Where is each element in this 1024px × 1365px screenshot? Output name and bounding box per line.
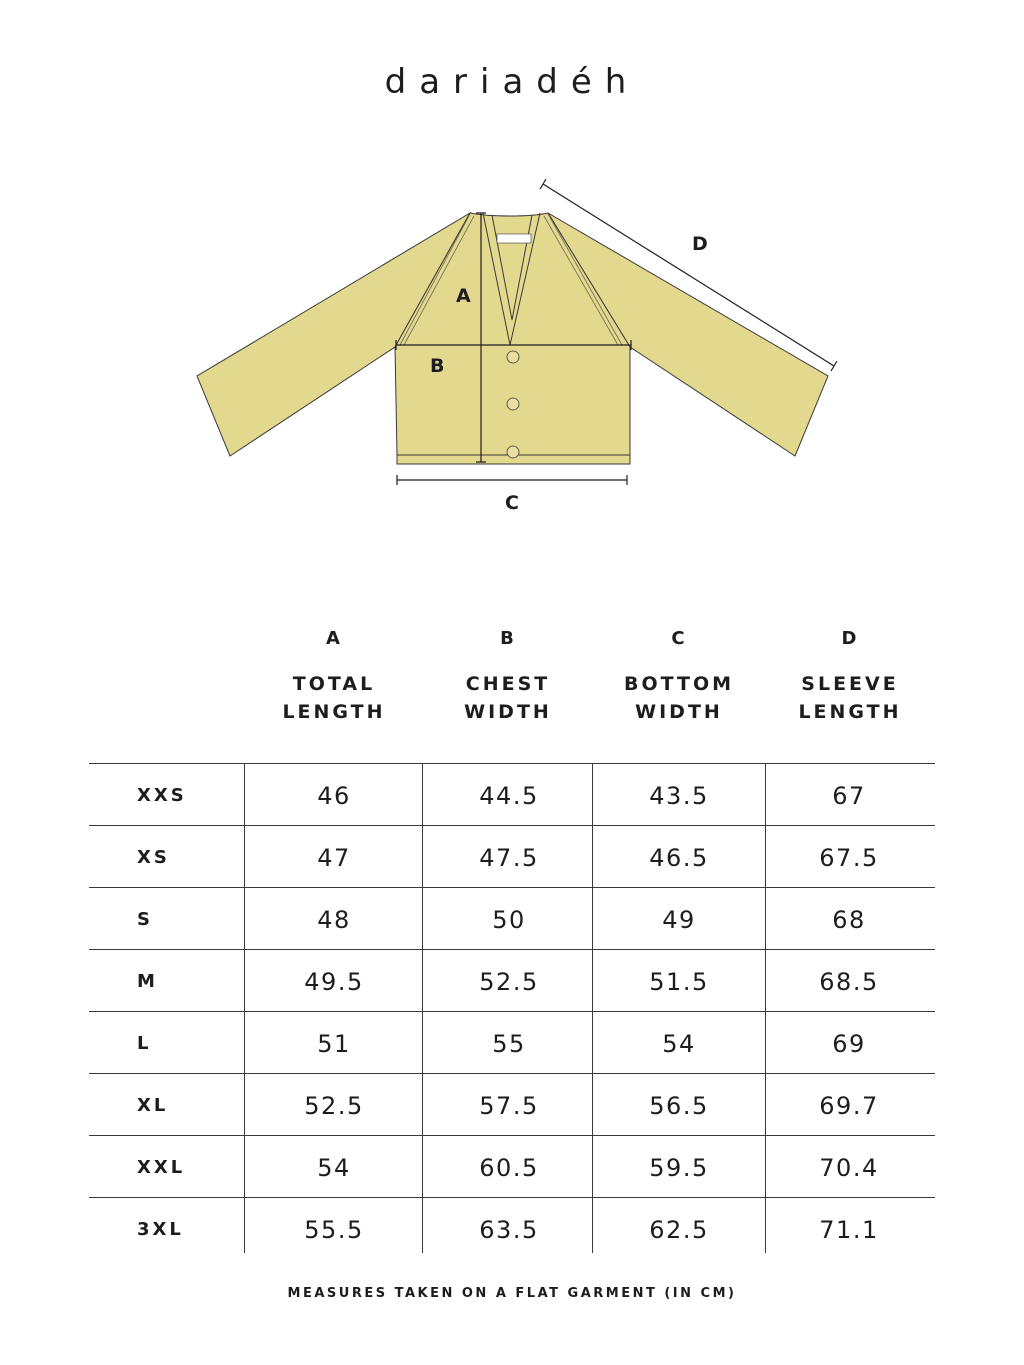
measurement-value: 68 (832, 906, 866, 934)
size-label: XXL (137, 1157, 186, 1178)
size-label: XS (137, 847, 170, 868)
column-letter: C (671, 628, 687, 649)
table-row (89, 1073, 935, 1135)
label-tag (497, 234, 531, 243)
column-header-c (594, 628, 764, 726)
button-3 (507, 446, 519, 458)
measurement-value: 56.5 (649, 1092, 709, 1120)
column-name-line2: LENGTH (798, 701, 902, 723)
measurement-value: 51.5 (649, 968, 709, 996)
column-letter: D (841, 628, 859, 649)
measurement-value: 49.5 (304, 968, 364, 996)
size-label: M (137, 971, 158, 992)
column-letter: A (326, 628, 342, 649)
label-c: C (505, 492, 519, 514)
measurement-value: 59.5 (649, 1154, 709, 1182)
column-name-line2: LENGTH (282, 701, 386, 723)
column-name-line1: TOTAL (292, 673, 376, 695)
measurement-value: 49 (662, 906, 696, 934)
size-label: XL (137, 1095, 169, 1116)
measurement-value: 69 (832, 1030, 866, 1058)
measurement-value: 46.5 (649, 844, 709, 872)
measurement-value: 51 (317, 1030, 351, 1058)
column-name-line1: CHEST (465, 673, 551, 695)
table-row (89, 1197, 935, 1259)
button-1 (507, 351, 519, 363)
garment-illustration (197, 213, 828, 464)
size-label: S (137, 909, 153, 930)
measurement-value: 55 (492, 1030, 526, 1058)
brand-logo: dariadéh (384, 62, 640, 102)
table-row (89, 1011, 935, 1073)
measurement-value: 57.5 (479, 1092, 539, 1120)
table-row (89, 887, 935, 949)
measurement-value: 46 (317, 782, 351, 810)
column-letter: B (500, 628, 516, 649)
table-row (89, 763, 935, 825)
column-name-line1: SLEEVE (801, 673, 899, 695)
cardigan-diagram (0, 0, 1024, 540)
footnote: MEASURES TAKEN ON A FLAT GARMENT (IN CM) (287, 1286, 737, 1301)
measurement-value: 47.5 (479, 844, 539, 872)
measurement-value: 69.7 (819, 1092, 879, 1120)
measurement-value: 54 (662, 1030, 696, 1058)
measurement-value: 71.1 (819, 1216, 879, 1244)
measurement-value: 48 (317, 906, 351, 934)
measurement-value: 67.5 (819, 844, 879, 872)
table-row (89, 949, 935, 1011)
measurement-value: 60.5 (479, 1154, 539, 1182)
column-header-a (249, 628, 419, 726)
column-header-d (765, 628, 935, 726)
measurement-value: 70.4 (819, 1154, 879, 1182)
measurement-value: 52.5 (479, 968, 539, 996)
column-header-b (423, 628, 593, 726)
measurement-value: 44.5 (479, 782, 539, 810)
measurement-value: 63.5 (479, 1216, 539, 1244)
measurement-value: 54 (317, 1154, 351, 1182)
button-2 (507, 398, 519, 410)
measurement-value: 47 (317, 844, 351, 872)
measurement-value: 68.5 (819, 968, 879, 996)
column-name-line1: BOTTOM (623, 673, 735, 695)
table-row (89, 1135, 935, 1197)
measurement-value: 43.5 (649, 782, 709, 810)
size-label: XXS (137, 785, 187, 806)
size-label: L (137, 1033, 152, 1054)
size-label: 3XL (137, 1219, 184, 1240)
label-a: A (456, 285, 471, 307)
measurement-value: 67 (832, 782, 866, 810)
column-name-line2: WIDTH (635, 701, 723, 723)
size-table (89, 763, 935, 1259)
measurement-value: 52.5 (304, 1092, 364, 1120)
measurement-value: 55.5 (304, 1216, 364, 1244)
measurement-value: 62.5 (649, 1216, 709, 1244)
table-row (89, 825, 935, 887)
measurement-value: 50 (492, 906, 526, 934)
label-d: D (692, 233, 708, 255)
label-b: B (430, 355, 445, 377)
column-name-line2: WIDTH (464, 701, 552, 723)
